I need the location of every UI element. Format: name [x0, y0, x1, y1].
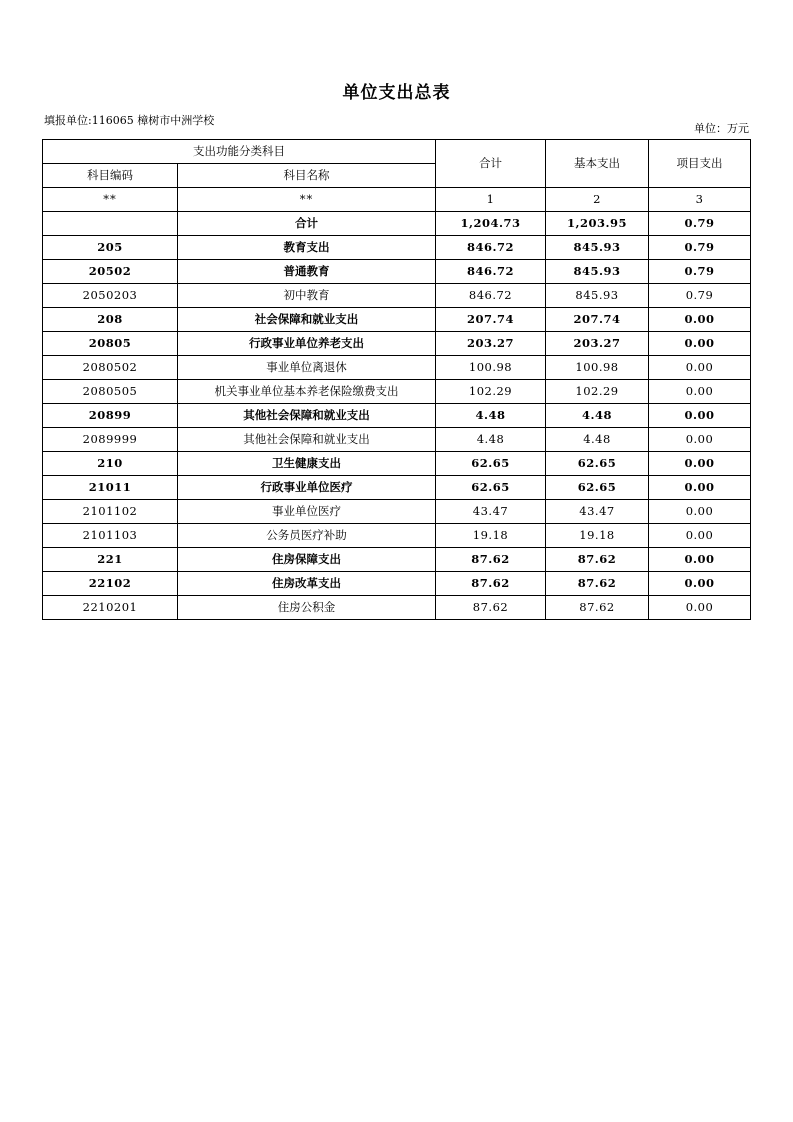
table-row [43, 404, 751, 428]
cell-subject-name: 住房保障支出 [178, 548, 436, 572]
cell-project: 0.00 [649, 308, 751, 332]
cell-project: 0.00 [649, 332, 751, 356]
cell-total: 100.98 [436, 356, 546, 380]
cell-subject-code: 21011 [43, 476, 178, 500]
cell-subject-code: 2089999 [43, 428, 178, 452]
cell-total: 207.74 [436, 308, 546, 332]
table-row [43, 236, 751, 260]
cell-basic: 87.62 [546, 596, 649, 620]
cell-subject-code: 2050203 [43, 284, 178, 308]
table-row [43, 476, 751, 500]
page-title: 单位支出总表 [342, 83, 451, 103]
cell-project: 0.00 [649, 596, 751, 620]
expenditure-summary-table [42, 139, 751, 620]
cell-project: 0.00 [649, 476, 751, 500]
cell-project: 0.00 [649, 428, 751, 452]
cell-total: 203.27 [436, 332, 546, 356]
cell-subject-code: 210 [43, 452, 178, 476]
cell-project: 0.79 [649, 260, 751, 284]
table-row [43, 572, 751, 596]
cell-project: 0.00 [649, 524, 751, 548]
cell-basic: 43.47 [546, 500, 649, 524]
cell-project: 0.00 [649, 548, 751, 572]
cell-subject-name: 普通教育 [178, 260, 436, 284]
cell-total: 4.48 [436, 404, 546, 428]
cell-basic: 62.65 [546, 452, 649, 476]
cell-subject-code: 20502 [43, 260, 178, 284]
cell-subject-code: 22102 [43, 572, 178, 596]
cell-subject-code: 2101102 [43, 500, 178, 524]
header-project-expenditure: 项目支出 [649, 140, 751, 188]
header-subject-name: 科目名称 [178, 164, 436, 188]
cell-total: 62.65 [436, 452, 546, 476]
cell-total: 87.62 [436, 596, 546, 620]
table-row [43, 212, 751, 236]
cell-basic: 4.48 [546, 428, 649, 452]
cell-subject-code: 208 [43, 308, 178, 332]
numbering-total: 1 [436, 188, 546, 212]
cell-basic: 100.98 [546, 356, 649, 380]
cell-basic: 207.74 [546, 308, 649, 332]
cell-subject-name: 初中教育 [178, 284, 436, 308]
table-row [43, 500, 751, 524]
cell-project: 0.00 [649, 380, 751, 404]
cell-subject-name: 住房改革支出 [178, 572, 436, 596]
numbering-project: 3 [649, 188, 751, 212]
table-column-numbering-row [43, 188, 751, 212]
table-row [43, 284, 751, 308]
table-row [43, 308, 751, 332]
meta-row [44, 112, 749, 135]
table-row [43, 524, 751, 548]
cell-project: 0.79 [649, 284, 751, 308]
table-body [43, 212, 751, 620]
cell-project: 0.00 [649, 572, 751, 596]
cell-subject-name: 卫生健康支出 [178, 452, 436, 476]
cell-total: 846.72 [436, 236, 546, 260]
header-group-functional-classification: 支出功能分类科目 [43, 140, 436, 164]
cell-basic: 203.27 [546, 332, 649, 356]
cell-total: 102.29 [436, 380, 546, 404]
cell-total: 87.62 [436, 548, 546, 572]
table-row [43, 380, 751, 404]
header-total: 合计 [436, 140, 546, 188]
cell-total: 62.65 [436, 476, 546, 500]
cell-total: 43.47 [436, 500, 546, 524]
cell-subject-name: 事业单位离退休 [178, 356, 436, 380]
cell-subject-code: 20805 [43, 332, 178, 356]
cell-subject-name: 公务员医疗补助 [178, 524, 436, 548]
cell-subject-name: 住房公积金 [178, 596, 436, 620]
cell-subject-code: 221 [43, 548, 178, 572]
cell-project: 0.00 [649, 356, 751, 380]
table-row [43, 356, 751, 380]
cell-basic: 19.18 [546, 524, 649, 548]
table-row [43, 332, 751, 356]
cell-subject-name: 行政事业单位养老支出 [178, 332, 436, 356]
cell-basic: 845.93 [546, 260, 649, 284]
cell-basic: 87.62 [546, 572, 649, 596]
cell-subject-name: 社会保障和就业支出 [178, 308, 436, 332]
cell-basic: 845.93 [546, 284, 649, 308]
cell-total: 4.48 [436, 428, 546, 452]
header-basic-expenditure: 基本支出 [546, 140, 649, 188]
cell-subject-name: 事业单位医疗 [178, 500, 436, 524]
header-subject-code: 科目编码 [43, 164, 178, 188]
cell-subject-code: 2210201 [43, 596, 178, 620]
cell-basic: 62.65 [546, 476, 649, 500]
cell-project: 0.79 [649, 236, 751, 260]
numbering-name: ** [178, 188, 436, 212]
table-row [43, 596, 751, 620]
table-head [43, 140, 751, 212]
cell-basic: 845.93 [546, 236, 649, 260]
table-row [43, 428, 751, 452]
cell-basic: 87.62 [546, 548, 649, 572]
numbering-code: ** [43, 188, 178, 212]
cell-subject-code: 2101103 [43, 524, 178, 548]
cell-subject-code: 205 [43, 236, 178, 260]
cell-total: 846.72 [436, 260, 546, 284]
cell-total: 87.62 [436, 572, 546, 596]
cell-subject-name: 教育支出 [178, 236, 436, 260]
cell-subject-name: 机关事业单位基本养老保险缴费支出 [178, 380, 436, 404]
cell-project: 0.00 [649, 404, 751, 428]
unit-note-label: 单位：万元 [694, 122, 749, 135]
cell-basic: 102.29 [546, 380, 649, 404]
cell-subject-name: 合计 [178, 212, 436, 236]
numbering-basic: 2 [546, 188, 649, 212]
cell-basic: 1,203.95 [546, 212, 649, 236]
cell-project: 0.00 [649, 452, 751, 476]
table-row [43, 548, 751, 572]
cell-subject-name: 行政事业单位医疗 [178, 476, 436, 500]
cell-subject-name: 其他社会保障和就业支出 [178, 428, 436, 452]
cell-total: 1,204.73 [436, 212, 546, 236]
cell-project: 0.79 [649, 212, 751, 236]
cell-total: 19.18 [436, 524, 546, 548]
cell-project: 0.00 [649, 500, 751, 524]
table-row [43, 452, 751, 476]
reporting-unit-label: 填报单位:116065 樟树市中洲学校 [44, 114, 215, 127]
cell-subject-code: 20899 [43, 404, 178, 428]
cell-total: 846.72 [436, 284, 546, 308]
cell-subject-code [43, 212, 178, 236]
cell-subject-name: 其他社会保障和就业支出 [178, 404, 436, 428]
table-row [43, 260, 751, 284]
cell-basic: 4.48 [546, 404, 649, 428]
cell-subject-code: 2080502 [43, 356, 178, 380]
table-header-row-1 [43, 140, 751, 164]
cell-subject-code: 2080505 [43, 380, 178, 404]
